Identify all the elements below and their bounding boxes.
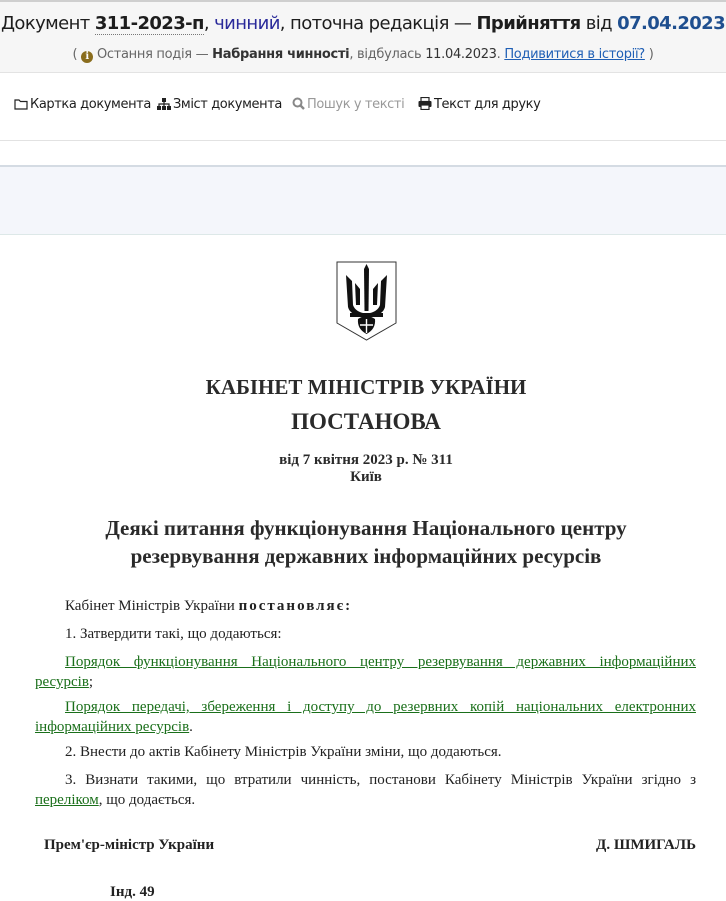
item-1: 1. Затвердити такі, що додаються: — [65, 626, 282, 642]
sitemap-icon — [157, 98, 171, 110]
document-card-label: Картка документа — [30, 97, 151, 112]
status-line — [0, 13, 726, 34]
issuing-body: КАБІНЕТ МІНІСТРІВ УКРАЇНИ — [205, 375, 527, 399]
document-city: Київ — [350, 469, 382, 485]
document-toolbar — [0, 73, 726, 141]
status-middle: , поточна редакція — — [279, 13, 477, 34]
link-paragraph-2 — [35, 697, 696, 737]
info-icon: i — [81, 51, 93, 63]
print-text-label: Текст для друку — [434, 97, 541, 112]
link-paragraph-1 — [35, 652, 696, 692]
document-number[interactable]: 311-2023-п — [94, 13, 204, 34]
preamble-text: Кабінет Міністрів України — [65, 598, 239, 614]
procedure-link-1[interactable]: Порядок функціонування Національного центру резервування державних інформаційних ресурсів — [35, 654, 696, 690]
paren-close: ) — [644, 47, 654, 62]
document-status-bar — [0, 0, 726, 73]
paren-open: ( — [72, 47, 82, 62]
table-of-contents-label: Зміст документа — [173, 97, 282, 112]
punct: ; — [88, 674, 94, 690]
item-3-tail: , що додається. — [98, 792, 196, 808]
preamble-decree: постановляє: — [238, 598, 353, 614]
print-icon — [418, 97, 432, 110]
status-prefix: Документ — [0, 13, 95, 34]
procedure-link-2[interactable]: Порядок передачі, збереження і доступу до резервних копій національних електронних інформаційних ресурсів — [35, 699, 696, 735]
occurred-label: , відбулась — [349, 47, 426, 62]
document-state[interactable]: чинний — [214, 13, 280, 34]
document-index: Інд. 49 — [110, 884, 155, 900]
separator: , — [203, 13, 215, 34]
document-type: ПОСТАНОВА — [291, 409, 441, 434]
signer-title: Прем'єр-міністр України — [44, 837, 215, 853]
document-title — [0, 514, 726, 570]
edition-event: Прийняття — [476, 13, 581, 34]
last-event-date: 11.04.2023 — [425, 47, 497, 62]
title-line-1: Деякі питання функціонування Національного центру — [105, 516, 627, 540]
title-line-2: резервування державних інформаційних ресурсів — [130, 544, 602, 568]
search-in-text-label: Пошук у тексті — [307, 97, 405, 112]
item-3 — [35, 770, 696, 810]
folder-icon — [14, 98, 28, 110]
dot: . — [496, 47, 505, 62]
search-icon — [292, 97, 305, 110]
coat-of-arms-icon — [336, 261, 397, 341]
edition-date[interactable]: 07.04.2023 — [617, 13, 726, 34]
item-3-text: 3. Визнати такими, що втратили чинність, постанови Кабінету Міністрів України згідно з — [65, 772, 696, 788]
table-of-contents-button[interactable] — [157, 97, 282, 112]
print-text-button[interactable] — [418, 97, 540, 112]
document-band — [0, 165, 726, 235]
history-link[interactable]: Подивитися в історії? — [504, 47, 645, 62]
last-event-label: Остання подія — — [93, 47, 213, 62]
document-card-button[interactable] — [14, 97, 151, 112]
preamble — [35, 596, 696, 616]
search-in-text-button[interactable] — [292, 97, 404, 112]
document-date-number: від 7 квітня 2023 р. № 311 — [279, 452, 453, 468]
item-2: 2. Внести до актів Кабінету Міністрів України зміни, що додаються. — [65, 744, 502, 760]
list-link[interactable]: переліком — [35, 792, 99, 808]
last-event: Набрання чинності — [212, 47, 350, 62]
status-from: від — [580, 13, 618, 34]
signer-name: Д. ШМИГАЛЬ — [596, 837, 696, 853]
last-event-line — [0, 47, 726, 63]
punct: . — [189, 719, 193, 735]
